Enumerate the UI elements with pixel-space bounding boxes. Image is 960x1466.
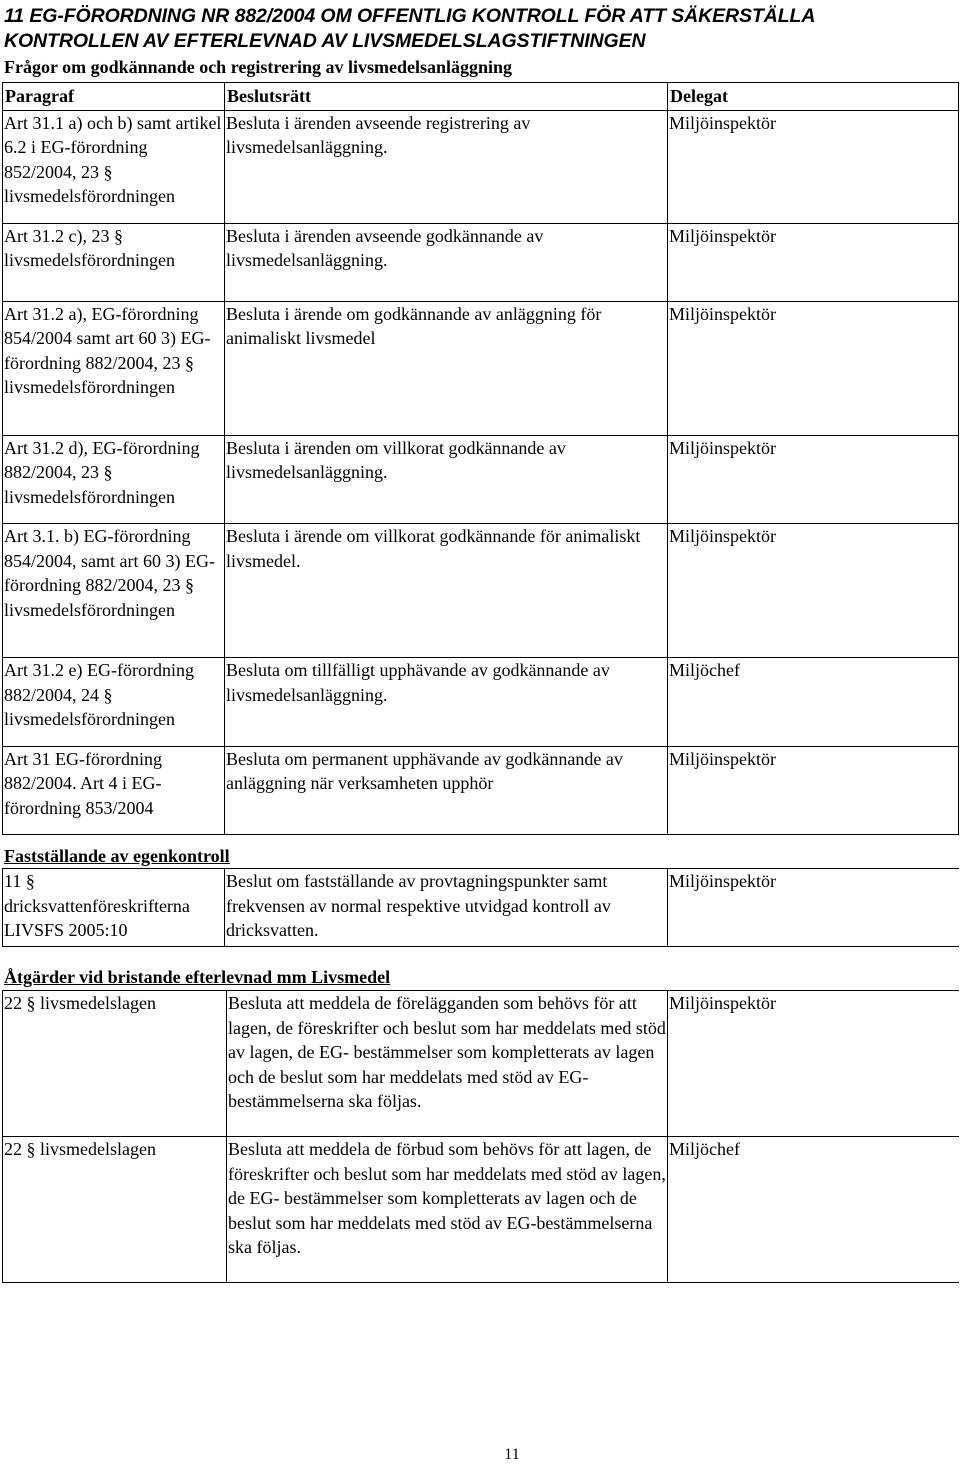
table-header-row [3, 83, 959, 111]
beslutsratt-cell: Besluta om permanent upphävande av godkännande av anläggning när verksamheten upphör [225, 746, 668, 835]
section-title-atgarder: Åtgärder vid bristande efterlevnad mm Livsmedel [4, 967, 391, 987]
beslutsratt-cell: Besluta i ärenden avseende godkännande av livsmedelsanläggning. [225, 223, 668, 301]
page-subheading: Frågor om godkännande och registrering av livsmedelsanläggning [4, 57, 513, 77]
delegat-cell: Miljöinspektör [668, 746, 959, 835]
delegat-cell: Miljöinspektör [668, 869, 959, 947]
table-row [3, 223, 959, 301]
egenkontroll-table [2, 868, 959, 947]
paragraf-cell: Art 31.2 d), EG-förordning 882/2004, 23 § livsmedelsförordningen [3, 435, 225, 524]
paragraf-cell: Art 31.2 a), EG-förordning 854/2004 samt art 60 3) EG-förordning 882/2004, 23 § livsmedelsförordningen [3, 301, 225, 435]
paragraf-cell: Art 3.1. b) EG-förordning 854/2004, samt art 60 3) EG-förordning 882/2004, 23 § livsmedelsförordningen [3, 524, 225, 658]
beslutsratt-cell: Besluta i ärende om villkorat godkännande för animaliskt livsmedel. [225, 524, 668, 658]
header-paragraf: Paragraf [3, 83, 225, 111]
header-delegat: Delegat [668, 83, 959, 111]
delegat-cell: Miljöchef [668, 1137, 959, 1283]
table-row [3, 991, 959, 1137]
beslutsratt-cell: Beslut om fastställande av provtagningspunkter samt frekvensen av normal respektive utvidgad kontroll av dricksvatten. [225, 869, 668, 947]
delegat-cell: Miljöinspektör [668, 524, 959, 658]
table-row [3, 658, 959, 747]
beslutsratt-cell: Besluta i ärenden om villkorat godkännande av livsmedelsanläggning. [225, 435, 668, 524]
delegation-table [2, 82, 959, 835]
table-row [3, 301, 959, 435]
table-row [3, 110, 959, 223]
section-title-egenkontroll: Fastställande av egenkontroll [4, 846, 230, 866]
delegat-cell: Miljöinspektör [668, 435, 959, 524]
page-heading: 11 EG-FÖRORDNING NR 882/2004 OM OFFENTLIG KONTROLL FÖR ATT SÄKERSTÄLLA KONTROLLEN AV EFTERLEVNAD AV LIVSMEDELSLAGSTIFTNINGEN [4, 5, 815, 52]
paragraf-cell: Art 31.2 c), 23 § livsmedelsförordningen [3, 223, 225, 301]
beslutsratt-cell: Besluta i ärende om godkännande av anläggning för animaliskt livsmedel [225, 301, 668, 435]
beslutsratt-cell: Besluta om tillfälligt upphävande av godkännande av livsmedelsanläggning. [225, 658, 668, 747]
beslutsratt-cell: Besluta att meddela de förelägganden som behövs för att lagen, de föreskrifter och beslut som har meddelats med stöd av lagen, de EG- bestämmelser som kompletterats av lagen och de beslut som har meddelats med stöd av EG-bestämmelserna ska följas. [227, 991, 668, 1137]
delegat-cell: Miljöinspektör [668, 110, 959, 223]
delegat-cell: Miljöchef [668, 658, 959, 747]
table-row [3, 1137, 959, 1283]
delegat-cell: Miljöinspektör [668, 223, 959, 301]
beslutsratt-cell: Besluta i ärenden avseende registrering av livsmedelsanläggning. [225, 110, 668, 223]
header-beslutsratt: Beslutsrätt [225, 83, 668, 111]
delegat-cell: Miljöinspektör [668, 301, 959, 435]
atgarder-table [2, 990, 959, 1283]
table-row [3, 869, 959, 947]
delegat-cell: Miljöinspektör [668, 991, 959, 1137]
paragraf-cell: 11 § dricksvattenföreskrifterna LIVSFS 2005:10 [3, 869, 225, 947]
paragraf-cell: Art 31 EG-förordning 882/2004. Art 4 i EG-förordning 853/2004 [3, 746, 225, 835]
table-row [3, 746, 959, 835]
paragraf-cell: 22 § livsmedelslagen [3, 1137, 227, 1283]
beslutsratt-cell: Besluta att meddela de förbud som behövs för att lagen, de föreskrifter och beslut som har meddelats med stöd av lagen, de EG- bestämmelser som kompletterats av lagen och de beslut som har meddelats med stöd av EG-bestämmelserna ska följas. [227, 1137, 668, 1283]
page-number: 11 [504, 1446, 520, 1463]
paragraf-cell: Art 31.1 a) och b) samt artikel 6.2 i EG-förordning 852/2004, 23 § livsmedelsförordningen [3, 110, 225, 223]
paragraf-cell: 22 § livsmedelslagen [3, 991, 227, 1137]
paragraf-cell: Art 31.2 e) EG-förordning 882/2004, 24 § livsmedelsförordningen [3, 658, 225, 747]
table-row [3, 435, 959, 524]
table-row [3, 524, 959, 658]
